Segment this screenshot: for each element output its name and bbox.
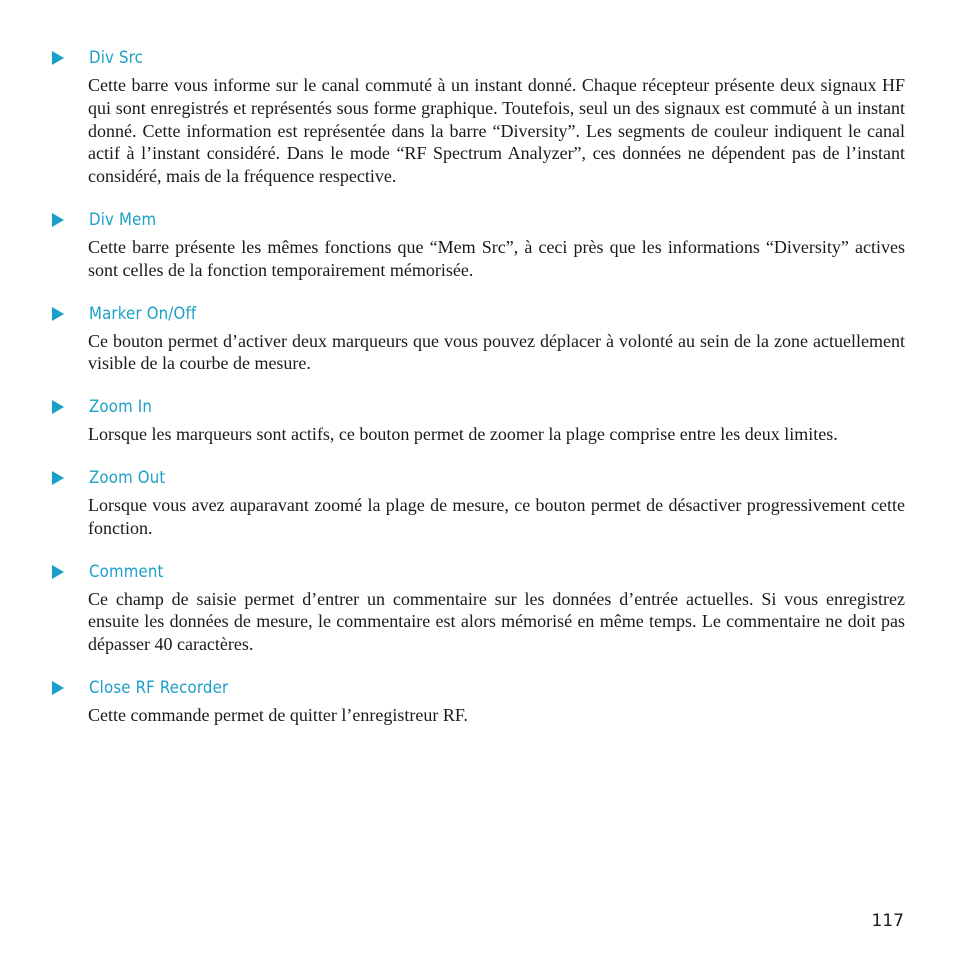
triangle-right-icon bbox=[52, 565, 64, 579]
triangle-right-icon bbox=[52, 400, 64, 414]
section-heading bbox=[50, 676, 905, 700]
section-paragraph: Cette commande permet de quitter l’enregistreur RF. bbox=[88, 704, 468, 725]
section-paragraph: Cette barre vous informe sur le canal commuté à un instant donné. Chaque récepteur présente deux signaux HF qui sont enregistrés et représentés sous forme graphique. Toutefois, seul un des signaux est commuté à un instant donné. Cette information est représentée dans la barre “Diversity”. Les segments de couleur indiquent le canal actif à l’instant considéré. Dans le mode “RF Spectrum Analyzer”, ces données ne dépendent pas de l’instant considéré, mais de la fréquence respective. bbox=[88, 75, 905, 187]
section-zoom-in bbox=[50, 395, 905, 446]
section-paragraph: Cette barre présente les mêmes fonctions que “Mem Src”, à ceci près que les informations “Diversity” actives sont celles de la fonction temporairement mémorisée. bbox=[88, 236, 905, 280]
section-title: Marker On/Off bbox=[89, 303, 197, 324]
section-zoom-out bbox=[50, 466, 905, 540]
triangle-right-icon bbox=[52, 471, 64, 485]
section-title: Div Src bbox=[89, 48, 144, 68]
section-title: Div Mem bbox=[89, 209, 157, 230]
section-paragraph: Ce champ de saisie permet d’entrer un commentaire sur les données d’entrée actuelles. Si vous enregistrez ensuite les données de mesure, le commentaire est alors mémorisé en même temps. Le commentaire ne doit pas dépasser 40 caractères. bbox=[88, 588, 905, 655]
section-comment bbox=[50, 560, 905, 656]
section-heading bbox=[50, 46, 905, 70]
triangle-right-icon bbox=[52, 681, 64, 695]
triangle-right-icon bbox=[52, 213, 64, 227]
section-paragraph: Lorsque les marqueurs sont actifs, ce bouton permet de zoomer la plage comprise entre les deux limites. bbox=[88, 424, 838, 445]
document-body bbox=[50, 46, 905, 747]
page-number: 117 bbox=[871, 911, 904, 931]
section-close-rf-recorder bbox=[50, 676, 905, 727]
section-heading bbox=[50, 466, 905, 490]
section-div-src bbox=[50, 46, 905, 188]
section-paragraph: Ce bouton permet d’activer deux marqueurs que vous pouvez déplacer à volonté au sein de la zone actuellement visible de la courbe de mesure. bbox=[88, 330, 905, 374]
section-heading bbox=[50, 560, 905, 584]
section-title: Comment bbox=[89, 561, 164, 582]
section-title: Close RF Recorder bbox=[89, 677, 229, 698]
section-div-mem bbox=[50, 208, 905, 282]
section-paragraph: Lorsque vous avez auparavant zoomé la plage de mesure, ce bouton permet de désactiver progressivement cette fonction. bbox=[88, 494, 905, 538]
section-title: Zoom Out bbox=[89, 467, 166, 488]
triangle-right-icon bbox=[52, 307, 64, 321]
section-heading bbox=[50, 395, 905, 419]
section-title: Zoom In bbox=[89, 397, 153, 418]
section-heading bbox=[50, 208, 905, 232]
section-heading bbox=[50, 302, 905, 326]
section-marker-on-off bbox=[50, 302, 905, 376]
triangle-right-icon bbox=[52, 51, 64, 65]
